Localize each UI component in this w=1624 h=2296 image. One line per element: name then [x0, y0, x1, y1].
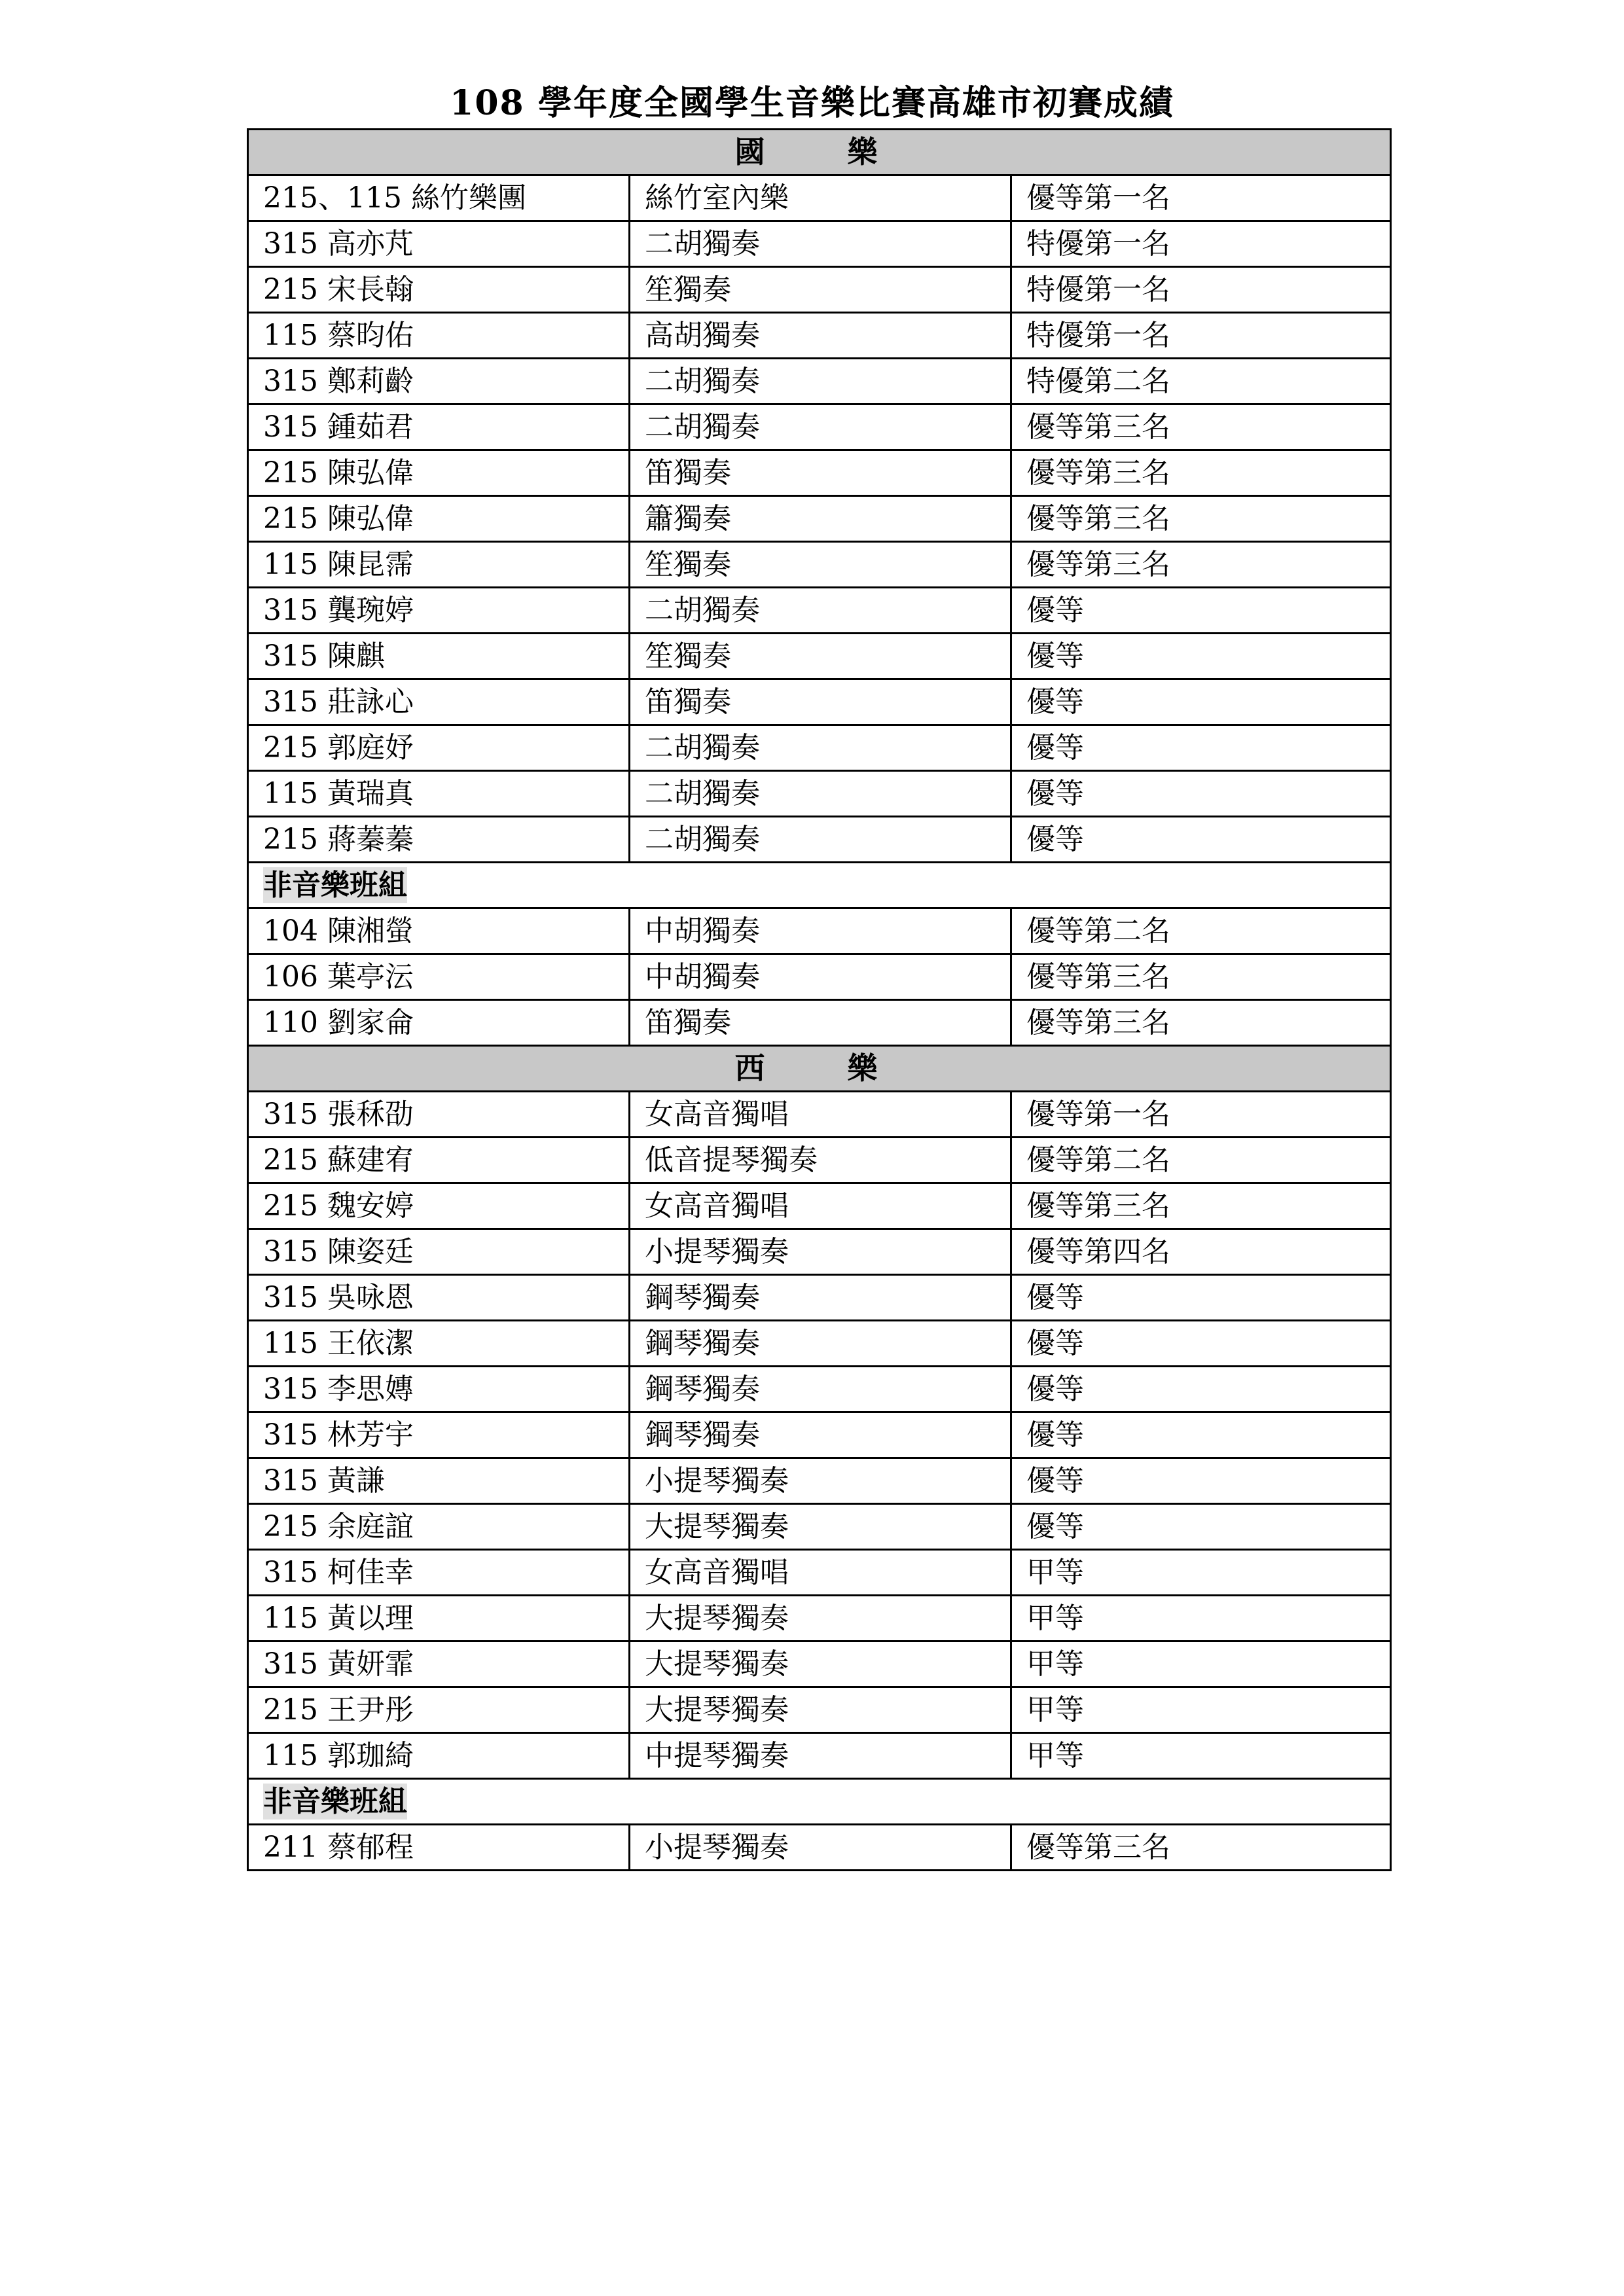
section-heading: 國 樂: [248, 130, 1391, 175]
student-cell: 315 黃妍霏: [248, 1641, 630, 1687]
student-cell: 315 吳咏恩: [248, 1275, 630, 1321]
table-row: [248, 1458, 1391, 1504]
table-row: [248, 634, 1391, 679]
table-row: [248, 267, 1391, 313]
award-cell: 優等: [1011, 634, 1391, 679]
event-cell: 小提琴獨奏: [630, 1458, 1011, 1504]
event-cell: 笙獨奏: [630, 542, 1011, 588]
results-table-body: [248, 130, 1391, 1871]
event-cell: 女高音獨唱: [630, 1183, 1011, 1229]
table-row: [248, 1092, 1391, 1138]
student-cell: 315 李思嫥: [248, 1367, 630, 1412]
student-cell: 315 張秝劭: [248, 1092, 630, 1138]
table-row: [248, 1687, 1391, 1733]
award-cell: 優等第三名: [1011, 954, 1391, 1000]
event-cell: 簫獨奏: [630, 496, 1011, 542]
student-cell: 315 鍾茹君: [248, 404, 630, 450]
student-cell: 215 王尹彤: [248, 1687, 630, 1733]
table-row: [248, 1550, 1391, 1596]
award-cell: 甲等: [1011, 1733, 1391, 1779]
section-header-row: [248, 1046, 1391, 1092]
table-row: [248, 1367, 1391, 1412]
event-cell: 低音提琴獨奏: [630, 1138, 1011, 1183]
award-cell: 優等第三名: [1011, 496, 1391, 542]
page-title: 108 學年度全國學生音樂比賽高雄市初賽成績: [450, 83, 1174, 123]
student-cell: 110 劉家侖: [248, 1000, 630, 1046]
table-row: [248, 221, 1391, 267]
group-label-row: [248, 863, 1391, 908]
table-row: [248, 1504, 1391, 1550]
student-cell: 115 王依潔: [248, 1321, 630, 1367]
student-cell: 315 莊詠心: [248, 679, 630, 725]
student-cell: 315 鄭莉齡: [248, 359, 630, 404]
table-row: [248, 1138, 1391, 1183]
table-row: [248, 1229, 1391, 1275]
event-cell: 鋼琴獨奏: [630, 1367, 1011, 1412]
award-cell: 甲等: [1011, 1550, 1391, 1596]
section-header-row: [248, 130, 1391, 175]
event-cell: 大提琴獨奏: [630, 1641, 1011, 1687]
table-row: [248, 359, 1391, 404]
award-cell: 優等第一名: [1011, 1092, 1391, 1138]
student-cell: 215 魏安婷: [248, 1183, 630, 1229]
table-row: [248, 1733, 1391, 1779]
event-cell: 二胡獨奏: [630, 588, 1011, 634]
table-row: [248, 404, 1391, 450]
event-cell: 中胡獨奏: [630, 908, 1011, 954]
award-cell: 優等第三名: [1011, 1825, 1391, 1871]
award-cell: 優等: [1011, 771, 1391, 817]
table-row: [248, 679, 1391, 725]
event-cell: 笛獨奏: [630, 450, 1011, 496]
award-cell: 優等第三名: [1011, 542, 1391, 588]
award-cell: 特優第一名: [1011, 221, 1391, 267]
award-cell: 優等: [1011, 817, 1391, 863]
event-cell: 二胡獨奏: [630, 404, 1011, 450]
award-cell: 優等: [1011, 679, 1391, 725]
award-cell: 優等第三名: [1011, 1000, 1391, 1046]
event-cell: 笙獨奏: [630, 634, 1011, 679]
table-row: [248, 1825, 1391, 1871]
event-cell: 絲竹室內樂: [630, 175, 1011, 221]
award-cell: 甲等: [1011, 1641, 1391, 1687]
table-row: [248, 1275, 1391, 1321]
event-cell: 鋼琴獨奏: [630, 1275, 1011, 1321]
event-cell: 二胡獨奏: [630, 725, 1011, 771]
event-cell: 二胡獨奏: [630, 771, 1011, 817]
student-cell: 115 黃瑞真: [248, 771, 630, 817]
event-cell: 小提琴獨奏: [630, 1825, 1011, 1871]
award-cell: 優等第三名: [1011, 1183, 1391, 1229]
group-label-row: [248, 1779, 1391, 1825]
table-row: [248, 1000, 1391, 1046]
event-cell: 大提琴獨奏: [630, 1687, 1011, 1733]
table-row: [248, 588, 1391, 634]
award-cell: 優等第三名: [1011, 450, 1391, 496]
event-cell: 笛獨奏: [630, 1000, 1011, 1046]
award-cell: 優等第四名: [1011, 1229, 1391, 1275]
event-cell: 二胡獨奏: [630, 359, 1011, 404]
award-cell: 優等: [1011, 1412, 1391, 1458]
student-cell: 215 蔣蓁蓁: [248, 817, 630, 863]
event-cell: 鋼琴獨奏: [630, 1321, 1011, 1367]
student-cell: 315 龔琬婷: [248, 588, 630, 634]
award-cell: 特優第一名: [1011, 267, 1391, 313]
table-row: [248, 313, 1391, 359]
table-row: [248, 1321, 1391, 1367]
award-cell: 甲等: [1011, 1687, 1391, 1733]
table-row: [248, 817, 1391, 863]
table-row: [248, 496, 1391, 542]
award-cell: 特優第二名: [1011, 359, 1391, 404]
student-cell: 215 余庭誼: [248, 1504, 630, 1550]
event-cell: 鋼琴獨奏: [630, 1412, 1011, 1458]
award-cell: 優等第二名: [1011, 908, 1391, 954]
student-cell: 315 柯佳幸: [248, 1550, 630, 1596]
event-cell: 女高音獨唱: [630, 1550, 1011, 1596]
student-cell: 215 陳弘偉: [248, 496, 630, 542]
event-cell: 笙獨奏: [630, 267, 1011, 313]
award-cell: 優等: [1011, 1504, 1391, 1550]
award-cell: 優等: [1011, 1321, 1391, 1367]
table-row: [248, 1412, 1391, 1458]
award-cell: 優等: [1011, 1458, 1391, 1504]
award-cell: 優等: [1011, 1367, 1391, 1412]
table-row: [248, 1183, 1391, 1229]
table-row: [248, 908, 1391, 954]
student-cell: 115 蔡昀佑: [248, 313, 630, 359]
student-cell: 315 林芳宇: [248, 1412, 630, 1458]
event-cell: 二胡獨奏: [630, 817, 1011, 863]
student-cell: 106 葉亭沄: [248, 954, 630, 1000]
student-cell: 315 黃謙: [248, 1458, 630, 1504]
student-cell: 215 郭庭妤: [248, 725, 630, 771]
student-cell: 115 黃以理: [248, 1596, 630, 1641]
group-label-cell: [248, 1779, 1391, 1825]
event-cell: 中胡獨奏: [630, 954, 1011, 1000]
table-row: [248, 725, 1391, 771]
table-row: [248, 771, 1391, 817]
group-label: 非音樂班組: [263, 1785, 407, 1818]
event-cell: 女高音獨唱: [630, 1092, 1011, 1138]
award-cell: 優等第一名: [1011, 175, 1391, 221]
event-cell: 大提琴獨奏: [630, 1596, 1011, 1641]
table-row: [248, 542, 1391, 588]
event-cell: 小提琴獨奏: [630, 1229, 1011, 1275]
award-cell: 優等: [1011, 1275, 1391, 1321]
student-cell: 315 高亦芃: [248, 221, 630, 267]
student-cell: 211 蔡郁程: [248, 1825, 630, 1871]
award-cell: 優等: [1011, 588, 1391, 634]
student-cell: 215、115 絲竹樂團: [248, 175, 630, 221]
group-label-cell: [248, 863, 1391, 908]
student-cell: 315 陳麒: [248, 634, 630, 679]
student-cell: 115 陳昆霈: [248, 542, 630, 588]
table-row: [248, 175, 1391, 221]
student-cell: 315 陳姿廷: [248, 1229, 630, 1275]
student-cell: 115 郭珈綺: [248, 1733, 630, 1779]
event-cell: 大提琴獨奏: [630, 1504, 1011, 1550]
event-cell: 高胡獨奏: [630, 313, 1011, 359]
student-cell: 104 陳湘螢: [248, 908, 630, 954]
results-table: [247, 128, 1392, 1871]
award-cell: 特優第一名: [1011, 313, 1391, 359]
event-cell: 二胡獨奏: [630, 221, 1011, 267]
award-cell: 優等: [1011, 725, 1391, 771]
student-cell: 215 蘇建宥: [248, 1138, 630, 1183]
student-cell: 215 陳弘偉: [248, 450, 630, 496]
award-cell: 優等第二名: [1011, 1138, 1391, 1183]
award-cell: 優等第三名: [1011, 404, 1391, 450]
section-heading: 西 樂: [248, 1046, 1391, 1092]
group-label: 非音樂班組: [263, 869, 407, 902]
table-row: [248, 1641, 1391, 1687]
student-cell: 215 宋長翰: [248, 267, 630, 313]
table-row: [248, 1596, 1391, 1641]
event-cell: 中提琴獨奏: [630, 1733, 1011, 1779]
table-row: [248, 450, 1391, 496]
award-cell: 甲等: [1011, 1596, 1391, 1641]
event-cell: 笛獨奏: [630, 679, 1011, 725]
table-row: [248, 954, 1391, 1000]
